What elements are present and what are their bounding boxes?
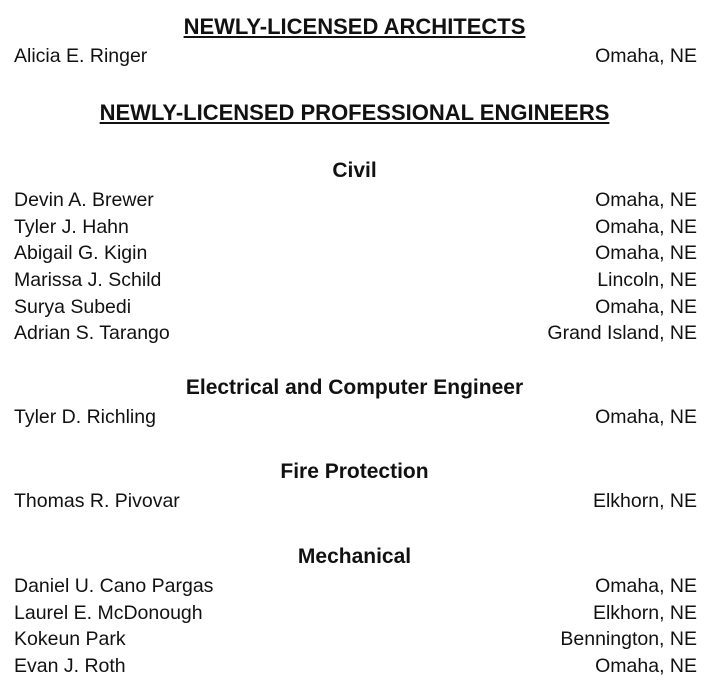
- architects-heading: NEWLY-LICENSED ARCHITECTS: [183, 14, 526, 39]
- list-item: [14, 573, 697, 599]
- list-item: [14, 43, 697, 69]
- person-name: Daniel U. Cano Pargas: [14, 575, 214, 597]
- person-name: Kokeun Park: [14, 628, 126, 650]
- person-name: Alicia E. Ringer: [14, 45, 148, 67]
- list-item: [14, 600, 697, 626]
- person-city: Omaha, NE: [595, 216, 697, 238]
- fire-protection-subheading: Fire Protection: [280, 460, 429, 483]
- person-name: Evan J. Roth: [14, 655, 126, 677]
- list-item: [14, 653, 697, 679]
- list-item: [14, 294, 697, 320]
- electrical-subheading: Electrical and Computer Engineer: [185, 376, 524, 399]
- person-name: Surya Subedi: [14, 296, 132, 318]
- engineers-heading: NEWLY-LICENSED PROFESSIONAL ENGINEERS: [99, 100, 610, 125]
- person-city: Elkhorn, NE: [592, 602, 697, 624]
- person-city: Omaha, NE: [595, 45, 697, 67]
- person-city: Omaha, NE: [595, 242, 697, 264]
- person-name: Laurel E. McDonough: [14, 602, 203, 624]
- list-item: [14, 320, 697, 346]
- person-city: Lincoln, NE: [597, 269, 697, 291]
- person-city: Elkhorn, NE: [592, 490, 697, 512]
- mechanical-subheading: Mechanical: [297, 545, 412, 568]
- person-name: Tyler D. Richling: [14, 406, 156, 428]
- list-item: [14, 488, 697, 514]
- person-name: Thomas R. Pivovar: [14, 490, 180, 512]
- person-name: Abigail G. Kigin: [14, 242, 148, 264]
- person-city: Omaha, NE: [595, 296, 697, 318]
- person-name: Devin A. Brewer: [14, 189, 154, 211]
- list-item: [14, 626, 697, 652]
- list-item: [14, 404, 697, 430]
- person-city: Omaha, NE: [595, 406, 697, 428]
- list-item: [14, 267, 697, 293]
- person-city: Omaha, NE: [595, 189, 697, 211]
- person-name: Marissa J. Schild: [14, 269, 162, 291]
- person-name: Adrian S. Tarango: [14, 322, 170, 344]
- person-city: Omaha, NE: [595, 575, 697, 597]
- person-name: Tyler J. Hahn: [14, 216, 129, 238]
- civil-subheading: Civil: [332, 159, 377, 182]
- list-item: [14, 214, 697, 240]
- person-city: Omaha, NE: [595, 655, 697, 677]
- list-item: [14, 240, 697, 266]
- person-city: Bennington, NE: [560, 628, 697, 650]
- list-item: [14, 187, 697, 213]
- person-city: Grand Island, NE: [547, 322, 697, 344]
